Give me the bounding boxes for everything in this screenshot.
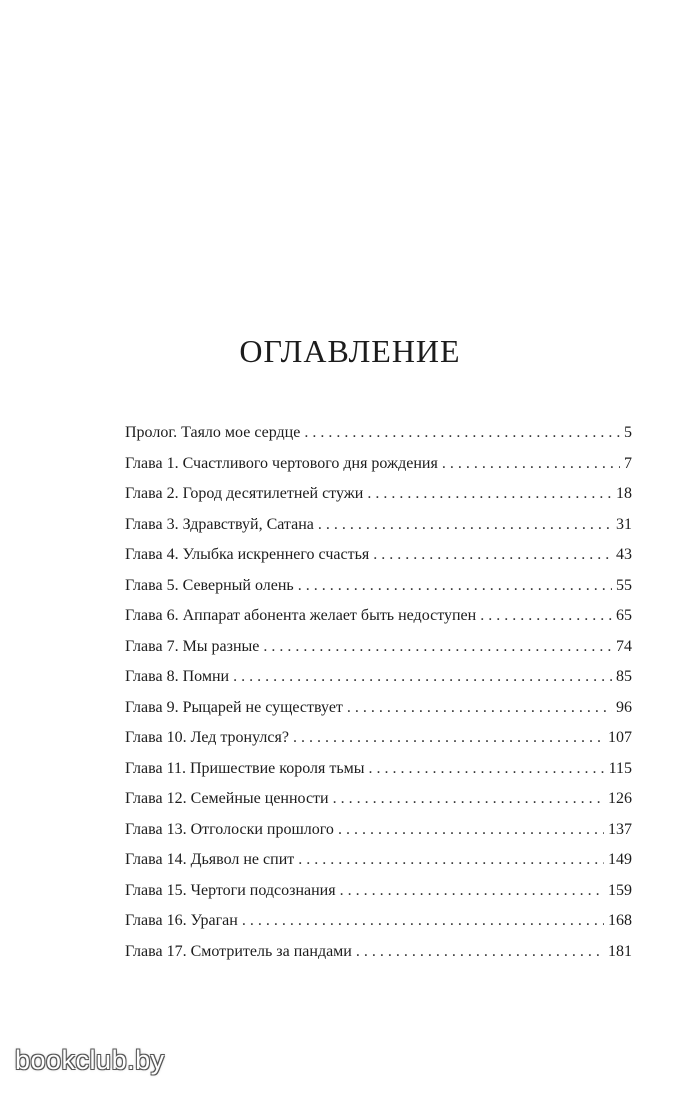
toc-dot-leader <box>242 912 604 930</box>
toc-dot-leader <box>298 851 604 869</box>
watermark-logo: bookclub.by <box>15 1045 165 1075</box>
toc-entry[interactable] <box>125 455 632 486</box>
toc-entry-page: 107 <box>608 729 632 746</box>
toc-entry-page: 168 <box>608 912 632 929</box>
toc-entry-page: 7 <box>624 454 632 472</box>
toc-dot-leader <box>304 424 620 442</box>
toc-entry-page: 18 <box>616 485 632 502</box>
toc-dot-leader <box>293 729 604 747</box>
toc-dot-leader <box>442 455 620 473</box>
toc-entry-title: Глава 1. Счастливого чертового дня рождения <box>125 454 438 472</box>
table-of-contents <box>125 424 632 973</box>
toc-dot-leader <box>338 821 604 839</box>
toc-entry-title: Глава 10. Лед тронулся? <box>125 729 289 746</box>
toc-entry-page: 74 <box>616 637 632 655</box>
toc-entry-page: 31 <box>616 515 632 533</box>
toc-entry[interactable] <box>125 638 632 669</box>
toc-entry-page: 137 <box>608 820 632 838</box>
toc-entry[interactable] <box>125 851 632 882</box>
toc-entry[interactable] <box>125 912 632 943</box>
toc-entry-title: Глава 7. Мы разные <box>125 637 260 655</box>
toc-entry[interactable] <box>125 821 632 852</box>
toc-entry-title: Глава 3. Здравствуй, Сатана <box>125 515 314 533</box>
toc-entry-title: Глава 4. Улыбка искреннего счастья <box>125 546 370 563</box>
toc-entry-page: 149 <box>608 851 632 868</box>
page-title: ОГЛАВЛЕНИЕ <box>239 333 461 369</box>
toc-entry-title: Глава 14. Дьявол не спит <box>125 851 295 868</box>
toc-entry[interactable] <box>125 760 632 791</box>
toc-entry[interactable] <box>125 668 632 699</box>
toc-entry-page: 5 <box>624 424 632 441</box>
toc-entry[interactable] <box>125 546 632 577</box>
toc-entry-title: Глава 11. Пришествие короля тьмы <box>125 759 365 777</box>
toc-entry[interactable] <box>125 424 632 455</box>
toc-dot-leader <box>480 607 612 625</box>
toc-entry[interactable] <box>125 790 632 821</box>
toc-entry[interactable] <box>125 943 632 974</box>
toc-entry-title: Глава 13. Отголоски прошлого <box>125 820 334 838</box>
toc-entry-page: 43 <box>616 546 632 563</box>
toc-entry-title: Глава 16. Ураган <box>125 912 238 929</box>
toc-dot-leader <box>333 790 604 808</box>
toc-entry[interactable] <box>125 729 632 760</box>
toc-entry-title: Глава 6. Аппарат абонента желает быть недоступен <box>125 607 477 624</box>
toc-dot-leader <box>347 699 612 717</box>
toc-entry-page: 65 <box>616 607 632 624</box>
toc-entry-page: 55 <box>616 576 632 594</box>
toc-entry[interactable] <box>125 882 632 913</box>
toc-entry-page: 181 <box>608 942 632 960</box>
toc-entry[interactable] <box>125 699 632 730</box>
toc-dot-leader <box>356 943 604 961</box>
toc-dot-leader <box>340 882 604 900</box>
toc-entry-page: 115 <box>608 759 632 777</box>
toc-entry[interactable] <box>125 607 632 638</box>
toc-entry[interactable] <box>125 516 632 547</box>
toc-entry-title: Глава 17. Смотритель за пандами <box>125 942 352 960</box>
toc-dot-leader <box>367 485 612 503</box>
toc-dot-leader <box>263 638 612 656</box>
toc-entry-title: Глава 12. Семейные ценности <box>125 790 329 807</box>
toc-dot-leader <box>369 760 605 778</box>
toc-entry-title: Глава 2. Город десятилетней стужи <box>125 485 364 502</box>
toc-entry-title: Глава 15. Чертоги подсознания <box>125 881 336 899</box>
toc-entry-page: 159 <box>608 881 632 899</box>
toc-entry-title: Глава 8. Помни <box>125 668 230 685</box>
toc-entry-title: Пролог. Таяло мое сердце <box>125 424 301 441</box>
toc-dot-leader <box>318 516 612 534</box>
toc-entry-title: Глава 5. Северный олень <box>125 576 294 594</box>
toc-dot-leader <box>233 668 612 686</box>
toc-entry-page: 85 <box>616 668 632 685</box>
toc-dot-leader <box>298 577 612 595</box>
toc-dot-leader <box>373 546 612 564</box>
toc-entry-page: 126 <box>608 790 632 807</box>
toc-entry[interactable] <box>125 577 632 608</box>
toc-entry[interactable] <box>125 485 632 516</box>
toc-entry-title: Глава 9. Рыцарей не существует <box>125 698 343 716</box>
toc-entry-page: 96 <box>616 698 632 716</box>
